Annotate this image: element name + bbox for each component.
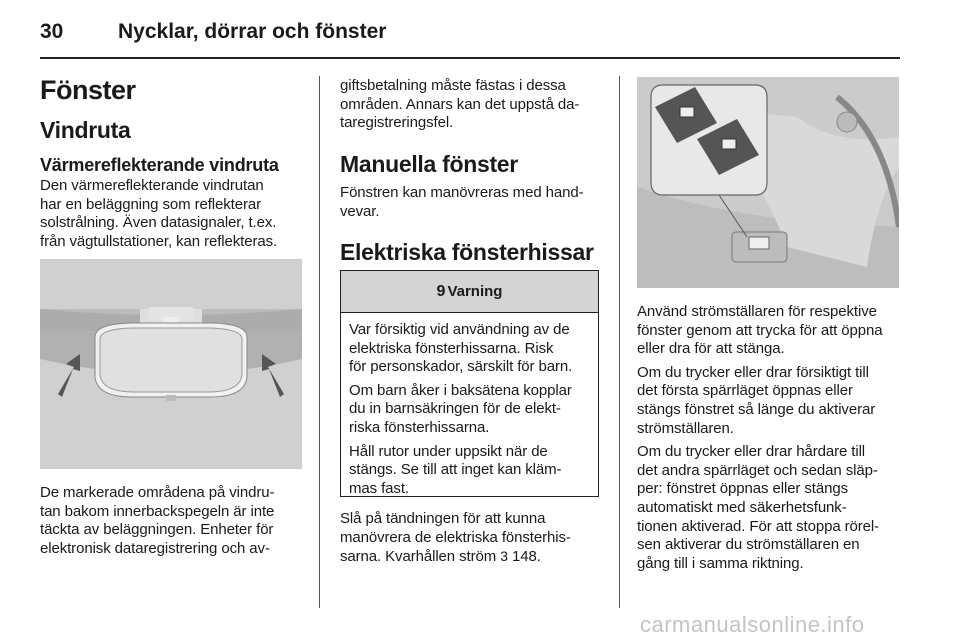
text-line: automatiskt med säkerhetsfunk- xyxy=(637,498,847,516)
text-line: vevar. xyxy=(340,202,380,220)
text-line: riska fönsterhissarna. xyxy=(349,418,490,436)
text-line: Om du trycker eller drar hårdare till xyxy=(637,443,866,461)
door-panel-drawing xyxy=(637,77,899,288)
text-line: Var försiktig vid användning av de xyxy=(349,321,570,338)
text-line: elektriska fönsterhissarna. Risk xyxy=(349,339,554,357)
heading-varmereflekterande: Värmereflekterande vindruta xyxy=(40,155,279,175)
text-line: fönster genom att trycka för att öppna xyxy=(637,321,883,339)
text-line: från vägtullstationer, kan reflekteras. xyxy=(40,232,278,250)
text-line: Fönstren kan manövreras med hand- xyxy=(340,184,584,201)
manual-text xyxy=(340,184,602,221)
text-line: det andra spärrläget och sedan släp- xyxy=(637,461,878,479)
warning-triangle-icon: 9 xyxy=(436,282,446,300)
caption-text xyxy=(40,484,305,558)
heading-fonster: Fönster xyxy=(40,75,136,105)
text-line: Om du trycker eller drar försiktigt till xyxy=(637,363,869,381)
text-line: områden. Annars kan det uppstå da- xyxy=(340,95,580,113)
text-line: Den värmereflekterande vindrutan xyxy=(40,177,264,194)
text-line: sen aktiverar du strömställaren en xyxy=(637,536,860,554)
column-divider-1 xyxy=(319,76,320,608)
paragraph xyxy=(637,443,902,573)
text-line: De markerade områdena på vindru- xyxy=(40,484,275,501)
mirror-illustration xyxy=(40,259,302,469)
text-line: täckta av beläggningen. Enheter för xyxy=(40,521,274,539)
mirror-drawing xyxy=(40,259,302,469)
text-line: giftsbetalning måste fästas i dessa xyxy=(340,77,566,94)
heading-manuella-fonster: Manuella fönster xyxy=(340,151,518,177)
intro-text xyxy=(40,177,305,251)
text-line: per: fönstret öppnas eller stängs xyxy=(637,480,848,498)
column-divider-2 xyxy=(619,76,620,608)
warning-body xyxy=(341,313,598,498)
text-line: för personskador, särskilt för barn. xyxy=(349,358,573,376)
watermark: carmanualsonline.info xyxy=(640,612,865,637)
heading-vindruta: Vindruta xyxy=(40,117,131,143)
continued-text xyxy=(340,77,602,133)
text-line: Använd strömställaren för respektive xyxy=(637,303,877,320)
text-line: gång till i samma riktning. xyxy=(637,554,804,572)
paragraph xyxy=(637,303,902,359)
text-line: du in barnsäkringen för de elekt- xyxy=(349,400,561,418)
chapter-title: Nycklar, dörrar och fönster xyxy=(118,20,387,43)
text-line: mas fast. xyxy=(349,479,409,497)
text-line: tan bakom innerbackspegeln är inte xyxy=(40,502,275,520)
warning-paragraph xyxy=(349,443,591,499)
window-switch-illustration xyxy=(637,77,899,288)
text-line: tionen aktiverad. För att stoppa rörel- xyxy=(637,517,880,535)
heading-elektriska-fonsterhissar: Elektriska fönsterhissar xyxy=(340,239,594,265)
text-line: har en beläggning som reflekterar xyxy=(40,195,261,213)
warning-box xyxy=(340,270,599,497)
warning-title: Varning xyxy=(447,283,503,300)
paragraph xyxy=(637,364,902,438)
text-line: stängs fönstret så länge du aktiverar xyxy=(637,400,876,418)
page-reference[interactable]: 148. xyxy=(511,548,541,566)
text-line: solstrålning. Även datasignaler, t.ex. xyxy=(40,214,277,232)
text-fragment: sarna. Kvarhållen ström xyxy=(340,548,497,566)
page-number: 30 xyxy=(40,20,64,43)
warning-header xyxy=(341,271,598,313)
text-line: Om barn åker i baksätena kopplar xyxy=(349,381,572,399)
header-rule xyxy=(40,57,900,59)
text-line: Slå på tändningen för att kunna xyxy=(340,510,546,527)
warning-paragraph xyxy=(349,382,591,438)
text-line: taregistreringsfel. xyxy=(340,114,454,132)
text-line: elektronisk dataregistrering och av- xyxy=(40,539,270,557)
text-line xyxy=(340,547,602,567)
page-reference-arrow-icon: 3 xyxy=(500,548,508,565)
operation-text xyxy=(637,303,902,573)
text-line: stängs. Se till att inget kan kläm- xyxy=(349,461,562,479)
text-line: det första spärrläget öppnas eller xyxy=(637,382,853,400)
text-line: strömställaren. xyxy=(637,419,734,437)
text-line: eller dra för att stänga. xyxy=(637,340,785,358)
warning-paragraph xyxy=(349,321,591,377)
text-line: Håll rutor under uppsikt när de xyxy=(349,442,548,460)
ignition-text xyxy=(340,510,602,567)
text-line: manövrera de elektriska fönsterhis- xyxy=(340,528,571,546)
